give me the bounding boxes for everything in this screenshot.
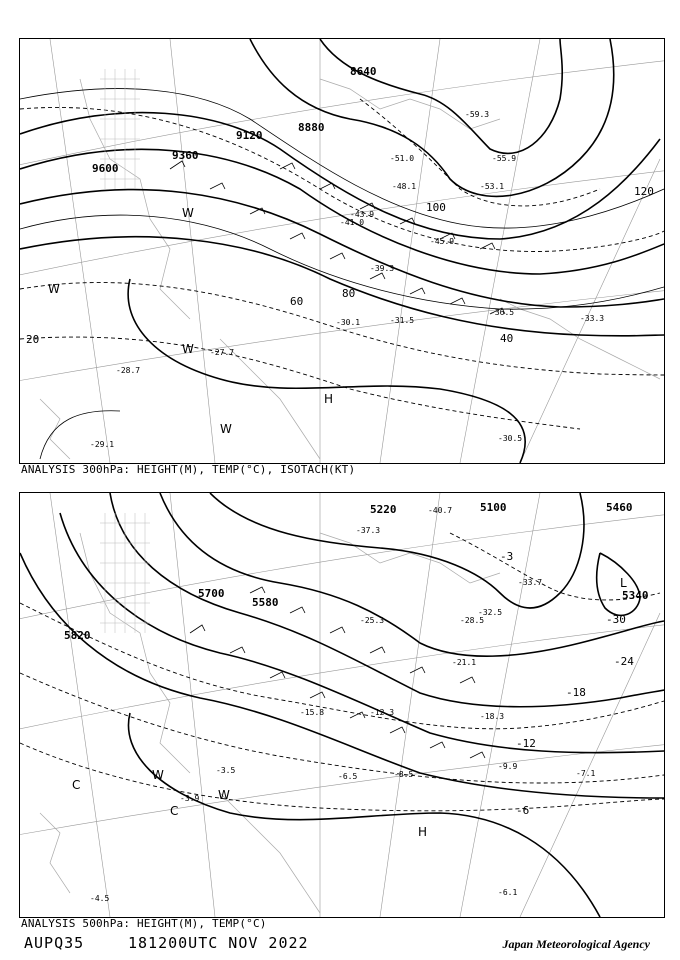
- height-label: 8880: [298, 121, 325, 134]
- coastlines: [40, 533, 503, 913]
- height-label: 8640: [350, 65, 377, 78]
- temp-label: -25.3: [360, 616, 385, 625]
- coastlines: [40, 79, 660, 459]
- isotherms: [20, 99, 664, 429]
- temp-label: -15.8: [300, 708, 325, 717]
- temp-iso-label: -30: [606, 613, 626, 626]
- warm-marker: W: [48, 282, 60, 296]
- high-pressure-marker: H: [418, 825, 428, 839]
- temp-label: -6.1: [498, 888, 518, 897]
- height-label: 5820: [64, 629, 91, 642]
- warm-marker: W: [220, 422, 232, 436]
- temp-label: -30.5: [498, 434, 523, 443]
- high-pressure-marker: H: [324, 392, 334, 406]
- temp-label: -18.3: [480, 712, 505, 721]
- temp-label: -40.7: [428, 506, 453, 515]
- cold-marker: C: [72, 778, 81, 792]
- temp-iso-label: -12: [516, 737, 536, 750]
- temp-label: -12.3: [370, 708, 395, 717]
- temp-label: -9.9: [498, 762, 518, 771]
- map-500hpa: [19, 492, 665, 918]
- temp-label: -33.7: [518, 578, 543, 587]
- temp-label: -59.3: [465, 110, 490, 119]
- caption-500hpa: ANALYSIS 500hPa: HEIGHT(M), TEMP(°C): [21, 917, 267, 930]
- isotach-label: 120: [634, 185, 654, 198]
- temp-label: -33.3: [580, 314, 605, 323]
- isotach-label: 20: [26, 333, 40, 346]
- map-300hpa-canvas: [20, 39, 664, 463]
- height-label: 5580: [252, 596, 279, 609]
- temp-label: -4.5: [90, 894, 110, 903]
- height-label: 5340: [622, 589, 649, 602]
- height-contours: [20, 39, 664, 463]
- temp-label: -45.9: [430, 237, 455, 246]
- temp-iso-label: -18: [566, 686, 586, 699]
- temp-label: -31.5: [390, 316, 415, 325]
- temp-label: -39.3: [370, 264, 395, 273]
- isotherms: [20, 533, 664, 811]
- temp-label: -28.7: [116, 366, 141, 375]
- temp-label: -6.5: [338, 772, 358, 781]
- agency-credit: Japan Meteorological Agency: [502, 937, 650, 951]
- height-label: 9360: [172, 149, 199, 162]
- temp-label: -36.5: [490, 308, 515, 317]
- temp-label: -41.0: [340, 218, 365, 227]
- height-label: 5100: [480, 501, 507, 514]
- temp-label: -37.3: [356, 526, 381, 535]
- temp-iso-label: -3: [500, 550, 514, 563]
- isotach-label: 40: [500, 332, 514, 345]
- temp-iso-label: -24: [614, 655, 634, 668]
- temp-label: -53.1: [480, 182, 505, 191]
- precip-hatch: [100, 513, 150, 633]
- warm-marker: W: [182, 206, 194, 220]
- height-contours: [20, 493, 664, 917]
- isotach-label: 80: [342, 287, 356, 300]
- temp-label: -29.1: [90, 440, 115, 449]
- graticule: [20, 39, 664, 463]
- isotach-label: 60: [290, 295, 304, 308]
- isotach-label: 100: [426, 201, 446, 214]
- temp-label: -28.5: [460, 616, 485, 625]
- temp-label: -3.9: [180, 794, 200, 803]
- warm-marker: W: [182, 342, 194, 356]
- cold-marker: C: [170, 804, 179, 818]
- temp-label: -7.1: [576, 769, 596, 778]
- height-label: 5220: [370, 503, 397, 516]
- height-label: 5700: [198, 587, 225, 600]
- low-pressure-marker: L: [620, 576, 627, 590]
- height-label: 5460: [606, 501, 633, 514]
- isotachs: [20, 89, 664, 459]
- temperature-labels: [90, 110, 604, 449]
- chart-id: AUPQ35: [24, 934, 85, 952]
- caption-300hpa: ANALYSIS 300hPa: HEIGHT(M), TEMP(°C), ISOTACH(KT): [21, 463, 356, 476]
- warm-marker: W: [218, 788, 230, 802]
- height-label: 9120: [236, 129, 263, 142]
- temperature-labels: [90, 506, 595, 903]
- temp-label: -30.1: [336, 318, 361, 327]
- height-label: 9600: [92, 162, 119, 175]
- map-500hpa-canvas: [20, 493, 664, 917]
- temp-label: -51.0: [390, 154, 415, 163]
- temp-label: -27.7: [210, 348, 235, 357]
- temp-label: -8.5: [394, 770, 414, 779]
- temp-label: -43.9: [350, 210, 375, 219]
- temp-label: -32.5: [478, 608, 503, 617]
- temp-label: -55.9: [492, 154, 517, 163]
- warm-marker: W: [152, 768, 164, 782]
- temp-iso-label: -6: [516, 804, 530, 817]
- temp-label: -48.1: [392, 182, 417, 191]
- temp-label: -21.1: [452, 658, 477, 667]
- valid-time: 181200UTC NOV 2022: [128, 934, 309, 952]
- temp-label: -3.5: [216, 766, 236, 775]
- wind-barbs: [190, 587, 485, 758]
- map-300hpa: [19, 38, 665, 464]
